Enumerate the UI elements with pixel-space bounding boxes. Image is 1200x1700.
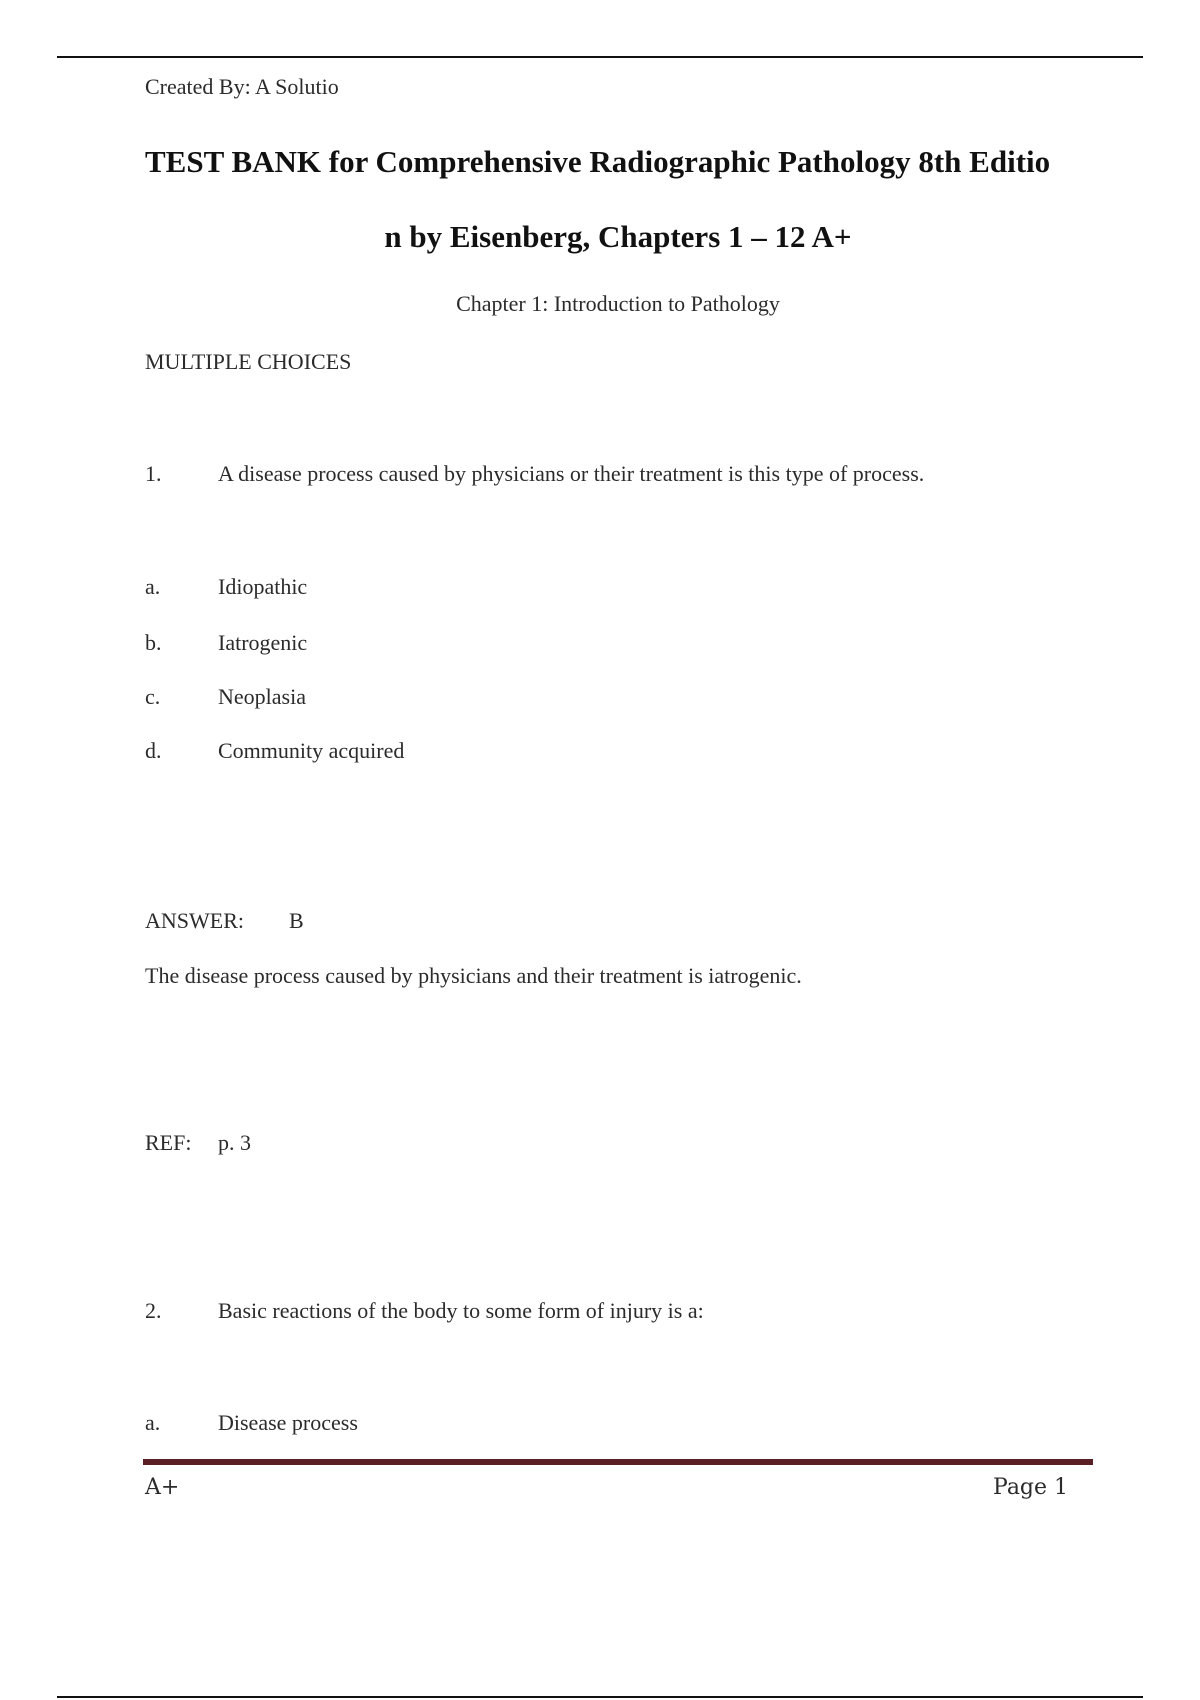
document-title-line-2: n by Eisenberg, Chapters 1 – 12 A+: [384, 219, 852, 254]
chapter-heading: Chapter 1: Introduction to Pathology: [456, 291, 780, 316]
page-number: Page 1: [993, 1475, 1069, 1500]
document-title-line-1: TEST BANK for Comprehensive Radiographic Pathology 8th Editio: [145, 144, 1051, 179]
section-heading: MULTIPLE CHOICES: [145, 349, 352, 374]
option-text: Idiopathic: [218, 574, 308, 599]
question-number: 1.: [145, 461, 162, 486]
option-letter: c.: [145, 684, 161, 709]
option-letter: a.: [145, 1410, 161, 1435]
question-text: Basic reactions of the body to some form of injury is a:: [218, 1298, 704, 1323]
option-text: Iatrogenic: [218, 630, 308, 655]
ref-value: p. 3: [218, 1130, 251, 1155]
top-rule: [57, 56, 1143, 58]
answer-explanation: The disease process caused by physicians and their treatment is iatrogenic.: [145, 963, 802, 988]
footer-divider: [143, 1459, 1093, 1465]
ref-label: REF:: [145, 1130, 192, 1155]
question-text: A disease process caused by physicians or their treatment is this type of process.: [218, 461, 925, 486]
option-letter: a.: [145, 574, 161, 599]
answer-label: ANSWER:: [145, 908, 244, 933]
bottom-rule: [57, 1696, 1143, 1698]
option-text: Neoplasia: [218, 684, 306, 709]
created-by: Created By: A Solutio: [145, 74, 339, 99]
question-number: 2.: [145, 1298, 162, 1323]
option-letter: d.: [145, 738, 162, 763]
option-text: Community acquired: [218, 738, 405, 763]
answer-value: B: [289, 908, 304, 933]
option-letter: b.: [145, 630, 162, 655]
footer-left-text: A+: [145, 1475, 180, 1500]
option-text: Disease process: [218, 1410, 358, 1435]
